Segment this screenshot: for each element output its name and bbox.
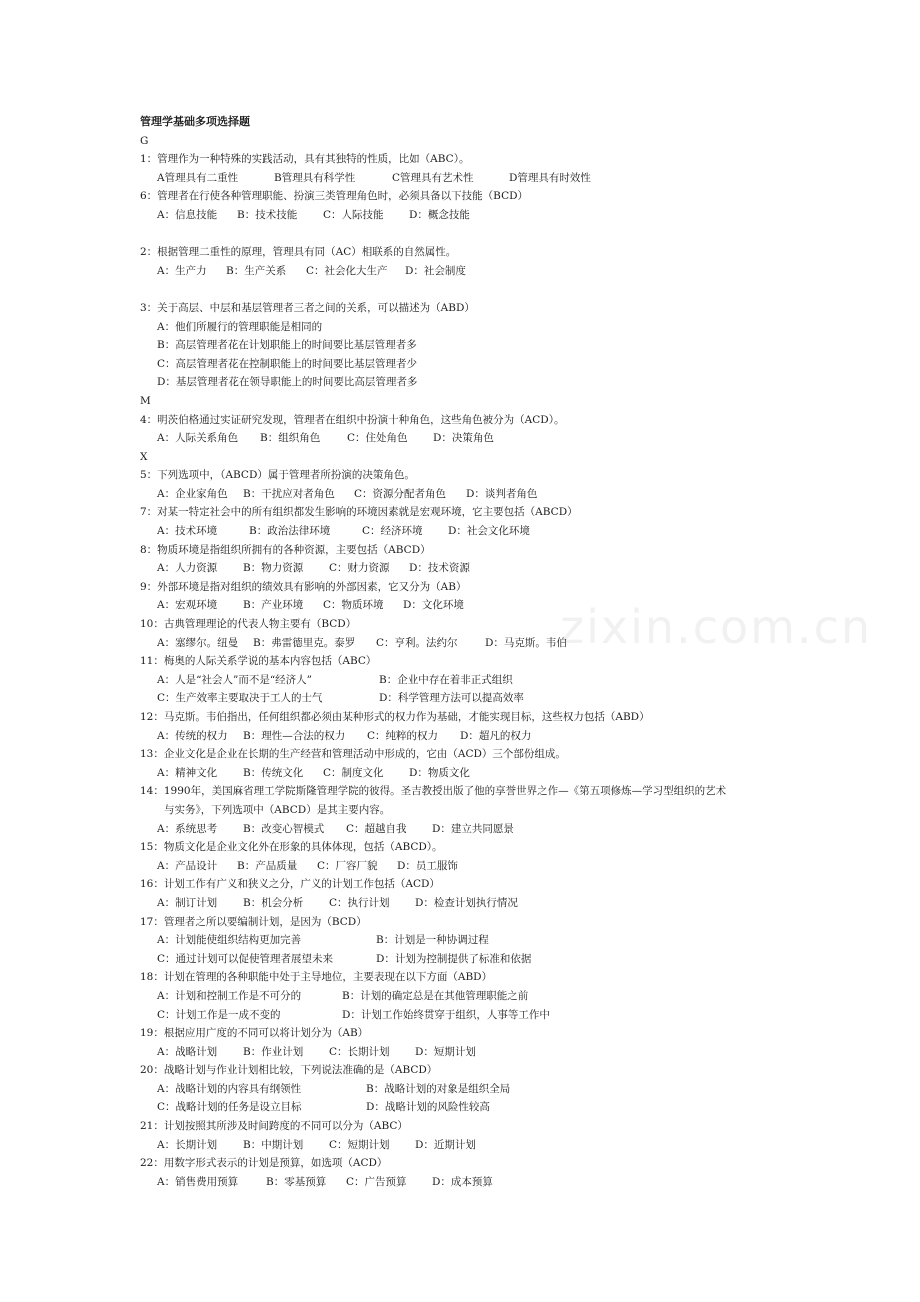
blank-line [140, 225, 800, 244]
answer-option: A：生产力 [157, 264, 207, 277]
answer-option: D：文化环境 [403, 599, 464, 612]
answer-options-line [140, 1136, 800, 1155]
answer-option: B：产品质量 [237, 859, 298, 872]
answer-options-line [140, 987, 800, 1006]
answer-option: A：人是“社会人”而不是“经济人” [157, 673, 313, 686]
answer-option: B：理性—合法的权力 [243, 729, 346, 742]
answer-option: C：亨利。法约尔 [376, 636, 458, 649]
answer-option: C：战略计划的任务是设立目标 [157, 1101, 302, 1114]
answer-option: D：超凡的权力 [460, 729, 532, 742]
answer-option: B：战略计划的对象是组织全局 [366, 1082, 511, 1095]
question-text: 2：根据管理二重性的原理，管理具有同（AC）相联系的自然属性。 [140, 246, 457, 259]
answer-options-line [140, 727, 800, 746]
answer-option: C管理具有艺术性 [392, 171, 474, 184]
answer-options-line [140, 429, 800, 448]
answer-option: A：战略计划的内容具有纲领性 [157, 1082, 302, 1095]
question-text: 22：用数字形式表示的计划是预算，如选项（ACD） [140, 1157, 388, 1170]
answer-options-line [140, 634, 800, 653]
answer-option: A：产品设计 [157, 859, 218, 872]
answer-options-line [140, 485, 800, 504]
answer-options-line [140, 1173, 800, 1192]
question-text: 15：物质文化是企业文化外在形象的具体体现，包括（ABCD）。 [140, 841, 443, 854]
answer-option: D：检查计划执行情况 [415, 896, 518, 909]
answer-option: B：中期计划 [243, 1138, 304, 1151]
answer-option: A：人力资源 [157, 562, 218, 575]
answer-options-line [140, 1098, 800, 1117]
answer-options-line [140, 857, 800, 876]
answer-options-line [140, 1080, 800, 1099]
answer-option: B：传统文化 [243, 766, 304, 779]
watermark: zixin.com.cn [560, 600, 873, 654]
answer-option: B：计划的确定总是在其他管理职能之前 [342, 989, 529, 1002]
question-continuation: 与实务》，下列选项中（ABCD）是其主要内容。 [164, 803, 391, 816]
question-text: 1：管理作为一种特殊的实践活动，具有其独特的性质，比如（ABC）。 [140, 153, 470, 166]
answer-option: D：计划为控制提供了标准和依据 [376, 952, 532, 965]
answer-options-line [140, 950, 800, 969]
answer-option: A：系统思考 [157, 822, 218, 835]
section-letter: X [140, 450, 148, 463]
answer-option: B：企业中存在着非正式组织 [379, 673, 513, 686]
answer-option: C：纯粹的权力 [367, 729, 439, 742]
question-text: 10：古典管理理论的代表人物主要有（BCD） [140, 618, 357, 631]
answer-option: B：生产关系 [226, 264, 287, 277]
answer-options-line [140, 262, 800, 281]
answer-option: B：组织角色 [260, 432, 321, 445]
section-letter: G [140, 134, 149, 147]
answer-option: A：战略计划 [157, 1045, 218, 1058]
answer-option: A：塞缪尔。纽曼 [157, 636, 239, 649]
answer-options-line [140, 596, 800, 615]
answer-option: C：经济环境 [362, 525, 423, 538]
document-title: 管理学基础多项选择题 [140, 115, 250, 128]
answer-option: D：谈判者角色 [466, 487, 538, 500]
answer-option: D管理具有时效性 [509, 171, 591, 184]
answer-option: D：社会制度 [405, 264, 466, 277]
answer-option: A：他们所履行的管理职能是相同的 [157, 320, 323, 333]
question-list [140, 132, 800, 1192]
question-text: 6：管理者在行使各种管理职能、扮演三类管理角色时，必须具备以下技能（BCD） [140, 190, 529, 203]
answer-option: B：物力资源 [243, 562, 304, 575]
answer-option: C：生产效率主要取决于工人的士气 [157, 692, 323, 705]
answer-option: D：战略计划的风险性较高 [366, 1101, 490, 1114]
answer-options-line [140, 671, 800, 690]
document-body [140, 113, 800, 1191]
answer-option: C：计划工作是一成不变的 [157, 1008, 281, 1021]
answer-option: D：员工服饰 [397, 859, 458, 872]
question-text: 9：外部环境是指对组织的绩效具有影响的外部因素，它又分为（AB） [140, 580, 467, 593]
answer-option: B：作业计划 [243, 1045, 304, 1058]
answer-option: C：长期计划 [329, 1045, 390, 1058]
answer-option: B：技术技能 [237, 208, 298, 221]
question-text: 17：管理者之所以要编制计划，是因为（BCD） [140, 915, 367, 928]
answer-option: C：通过计划可以促使管理者展望未来 [157, 952, 334, 965]
question-text: 8：物质环境是指组织所拥有的各种资源，主要包括（ABCD） [140, 543, 431, 556]
question-text: 11：梅奥的人际关系学说的基本内容包括（ABC） [140, 655, 377, 668]
answer-option: A：销售费用预算 [157, 1175, 239, 1188]
answer-option: D：近期计划 [415, 1138, 476, 1151]
answer-option: B：政治法律环境 [249, 525, 331, 538]
answer-option: B：干扰应对者角色 [243, 487, 335, 500]
answer-options-line [140, 522, 800, 541]
answer-option: C：高层管理者花在控制职能上的时间要比基层管理者少 [157, 357, 418, 370]
answer-option: D：科学管理方法可以提高效率 [379, 692, 524, 705]
answer-option: A：计划能使组织结构更加完善 [157, 934, 302, 947]
answer-options-line [140, 689, 800, 708]
question-text: 20：战略计划与作业计划相比较，下列说法准确的是（ABCD） [140, 1064, 438, 1077]
answer-option: D：计划工作始终贯穿于组织，人事等工作中 [342, 1008, 550, 1021]
answer-option: C：制度文化 [323, 766, 384, 779]
answer-option: D：建立共同愿景 [432, 822, 514, 835]
question-text: 16：计划工作有广义和狭义之分，广义的计划工作包括（ACD） [140, 878, 440, 891]
question-text: 5：下列选项中，（ABCD）属于管理者所扮演的决策角色。 [140, 469, 415, 482]
answer-options-line [140, 820, 800, 839]
answer-option: D：技术资源 [409, 562, 470, 575]
answer-option: D：马克斯。韦伯 [485, 636, 567, 649]
answer-option: C：广告预算 [346, 1175, 407, 1188]
answer-option: D：社会文化环境 [448, 525, 530, 538]
answer-option: C：资源分配者角色 [354, 487, 447, 500]
question-text: 18：计划在管理的各种职能中处于主导地位，主要表现在以下方面（ABD） [140, 971, 493, 984]
answer-option: A：制订计划 [157, 896, 218, 909]
answer-option: A：信息技能 [157, 208, 218, 221]
question-text: 3：关于高层、中层和基层管理者三者之间的关系，可以描述为（ABD） [140, 301, 475, 314]
question-text: 7：对某一特定社会中的所有组织都发生影响的环境因素就是宏观环境，它主要包括（ABCD） [140, 506, 578, 519]
answer-option: C：物质环境 [323, 599, 384, 612]
answer-option: A：宏观环境 [157, 599, 218, 612]
question-text: 14：1990年，美国麻省理工学院斯隆管理学院的彼得。圣吉教授出版了他的享誉世界之作—《第五项修炼—学习型组织的艺术 [140, 785, 727, 798]
answer-option: A：长期计划 [157, 1138, 218, 1151]
answer-option: B：改变心智模式 [243, 822, 325, 835]
answer-option: A：精神文化 [157, 766, 218, 779]
answer-option: B：零基预算 [266, 1175, 327, 1188]
answer-option: C：财力资源 [329, 562, 390, 575]
answer-option: B：计划是一种协调过程 [376, 934, 489, 947]
answer-option: D：物质文化 [409, 766, 470, 779]
question-text: 21：计划按照其所涉及时间跨度的不同可以分为（ABC） [140, 1120, 408, 1133]
section-letter: M [140, 394, 151, 407]
answer-option: C：住处角色 [347, 432, 408, 445]
question-text: 19：根据应用广度的不同可以将计划分为（AB） [140, 1027, 369, 1040]
answer-option: A管理具有二重性 [157, 171, 239, 184]
answer-option: C：人际技能 [323, 208, 384, 221]
answer-options-line [140, 169, 800, 188]
answer-options-line [140, 559, 800, 578]
answer-option: A：人际关系角色 [157, 432, 239, 445]
answer-option: C：厂容厂貌 [317, 859, 378, 872]
answer-option: D：成本预算 [432, 1175, 493, 1188]
answer-options-line [140, 931, 800, 950]
answer-option: B：产业环境 [243, 599, 304, 612]
answer-option: A：传统的权力 [157, 729, 228, 742]
answer-option: B：高层管理者花在计划职能上的时间要比基层管理者多 [157, 339, 417, 352]
answer-options-line [140, 894, 800, 913]
answer-option: D：决策角色 [433, 432, 494, 445]
answer-option: A：计划和控制工作是不可分的 [157, 989, 302, 1002]
answer-option: A：企业家角色 [157, 487, 228, 500]
answer-options-line [140, 1043, 800, 1062]
answer-option: B管理具有科学性 [274, 171, 356, 184]
answer-option: A：技术环境 [157, 525, 218, 538]
answer-options-line [140, 1006, 800, 1025]
answer-option: C：社会化大生产 [306, 264, 388, 277]
answer-option: B：机会分析 [243, 896, 304, 909]
answer-option: D：概念技能 [409, 208, 470, 221]
question-text: 12：马克斯。韦伯指出，任何组织都必须由某种形式的权力作为基础，才能实现目标，这些权力包括（ABD） [140, 711, 650, 723]
answer-option: C：执行计划 [329, 896, 390, 909]
answer-option: D：短期计划 [415, 1045, 476, 1058]
question-text: 4：明茨伯格通过实证研究发现，管理者在组织中扮演十种角色，这些角色被分为（ACD）。 [140, 413, 565, 426]
answer-options-line [140, 764, 800, 783]
question-text: 13：企业文化是企业在长期的生产经营和管理活动中形成的，它由（ACD）三个部份组成。 [140, 748, 566, 761]
answer-option: C：短期计划 [329, 1138, 390, 1151]
answer-options-line [140, 206, 800, 225]
answer-option: B：弗雷德里克。泰罗 [253, 636, 356, 649]
blank-line [140, 280, 800, 299]
answer-option: D：基层管理者花在领导职能上的时间要比高层管理者多 [157, 376, 418, 389]
answer-option: C：超越自我 [346, 822, 407, 835]
